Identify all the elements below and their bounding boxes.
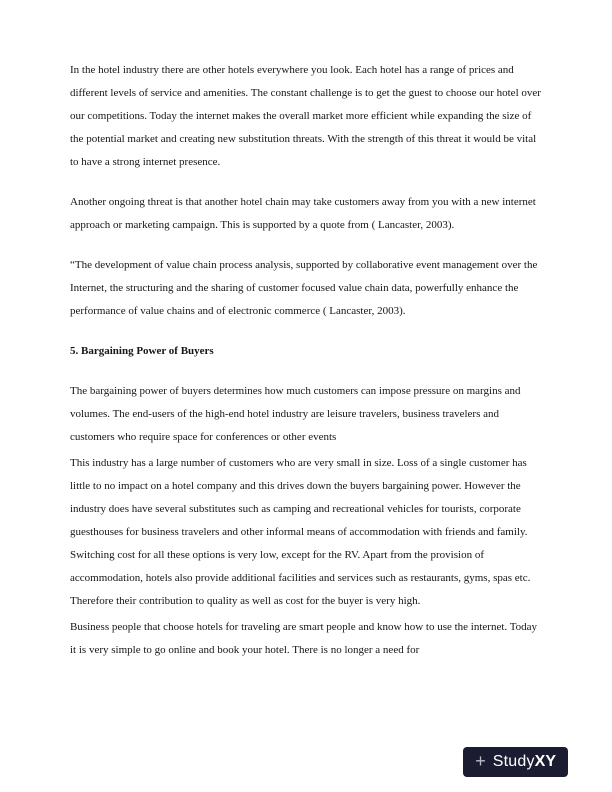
brand-name-study: Study <box>492 753 535 770</box>
plus-icon: + <box>475 751 486 771</box>
studyxy-logo-badge <box>463 747 568 777</box>
paragraph-ongoing-threat: Another ongoing threat is that another hotel chain may take customers away from you with a new internet approach or marketing campaign. This is supported by a quote from ( Lancaster, 2003). <box>70 196 536 231</box>
paragraph-business-people: Business people that choose hotels for traveling are smart people and know how to use the internet. Today it is very simple to go online and book your hotel. There is no longer a need for <box>70 621 538 656</box>
section-heading: 5. Bargaining Power of Buyers <box>70 345 214 357</box>
paragraph-lancaster-quote: “The development of value chain process analysis, supported by collaborative event management over the Internet, the structuring and the sharing of customer focused value chain data, powerfully enhance the performance of value chains and of electronic commerce ( Lancaster, 2003). <box>70 259 538 317</box>
document-body <box>70 59 544 665</box>
paragraph-internet-threat: In the hotel industry there are other hotels everywhere you look. Each hotel has a range of prices and different levels of service and amenities. The constant challenge is to get the guest to choose our hotel over our competitions. Today the internet makes the overall market more efficient while expanding the size of the potential market and creating new substitution threats. With the strength of this threat it would be vital to have a strong internet presence. <box>70 64 541 168</box>
brand-wordmark <box>493 754 556 770</box>
paragraph-industry-customers: This industry has a large number of customers who are very small in size. Loss of a single customer has little to no impact on a hotel company and this drives down the buyers bargaining power. However the industry does have several substitutes such as camping and recreational vehicles for tourists, corporate guesthouses for business travelers and other informal means of accommodation with friends and family. Switching cost for all these options is very low, except for the RV. Apart from the provision of accommodation, hotels also provide additional facilities and services such as restaurants, gyms, spas etc. Therefore their contribution to quality as well as cost for the buyer is very high. <box>70 457 531 607</box>
brand-name-xy: XY <box>534 753 556 770</box>
paragraph-bargaining-power: The bargaining power of buyers determines how much customers can impose pressure on margins and volumes. The end-users of the high-end hotel industry are leisure travelers, business travelers and customers who require space for conferences or other events <box>70 385 521 443</box>
